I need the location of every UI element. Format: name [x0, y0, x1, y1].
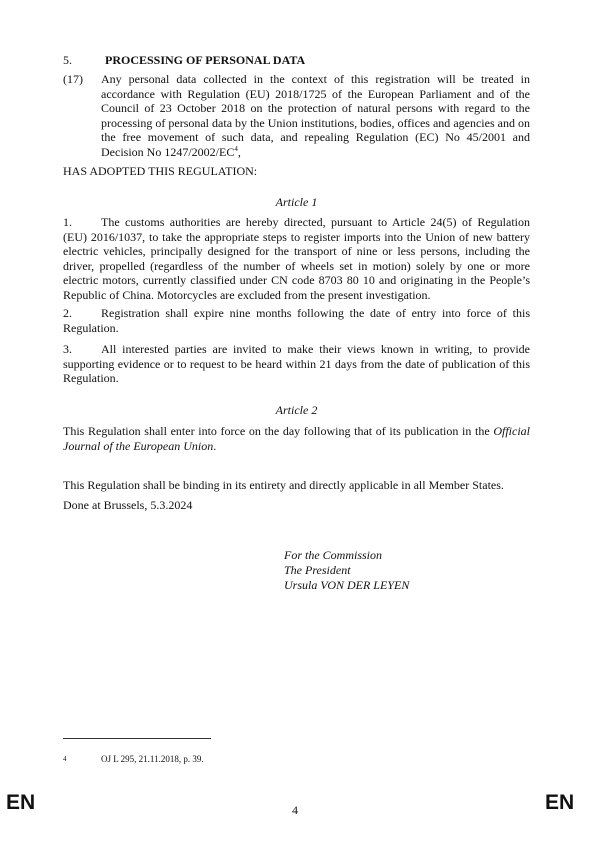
paragraph-text: The customs authorities are hereby directed, pursuant to Article 24(5) of Regulation (EU) 2016/1037, to take the appropriate steps to register imports into the Union of new battery electric vehicles, principally designed for the transport of nine or less persons, including the driver, propelled (regardless of the number of wheels set in motion) solely by one or more electric motors, currently classified under CN code 8703 80 10 and originating in the People’s Republic of China. Motorcycles are excluded from the present investigation. — [63, 215, 530, 302]
page-number: 4 — [292, 803, 298, 817]
article-2-text-before: This Regulation shall enter into force on the day following that of its publication in the — [63, 424, 494, 438]
footnote-reference: 4 — [234, 144, 238, 153]
language-code-left: EN — [6, 791, 36, 814]
language-code-right: EN — [545, 791, 575, 814]
official-journal-title: Official Journal of the European Union — [63, 424, 530, 453]
footnote-divider — [63, 738, 211, 739]
article-1-title: Article 1 — [275, 195, 318, 209]
done-at: Done at Brussels, 5.3.2024 — [63, 498, 193, 512]
signature-line-2: The President — [284, 563, 351, 577]
recital-body: Any personal data collected in the context of this registration will be treated in accordance with Regulation (EU) 2018/1725 of the European Parliament and of the Council of 23 October 2018 on the protection of natural persons with regard to the processing of personal data by the Union institutions, bodies, offices and agencies and on the free movement of such data, and repealing Regulation (EC) No 45/2001 and Decision No 1247/2002/EC — [101, 72, 530, 159]
paragraph-text: Registration shall expire nine months following the date of entry into force of this Regulation. — [63, 306, 530, 335]
paragraph-number: 3. — [63, 342, 72, 356]
signature-line-3: Ursula VON DER LEYEN — [284, 578, 410, 592]
article-1-paragraph-2 — [63, 306, 530, 335]
signature-line-1: For the Commission — [284, 548, 383, 562]
article-2-title: Article 2 — [275, 403, 318, 417]
section-number: 5. — [63, 53, 72, 67]
recital-number: (17) — [63, 72, 83, 86]
article-1-paragraph-1 — [63, 215, 530, 303]
recital-text — [101, 72, 530, 160]
article-2-text-after: . — [213, 438, 217, 453]
section-title: PROCESSING OF PERSONAL DATA — [105, 53, 306, 67]
article-2-text — [63, 424, 530, 453]
binding-statement: This Regulation shall be binding in its entirety and directly applicable in all Member States. — [63, 478, 504, 492]
article-1-paragraph-3 — [63, 342, 530, 386]
paragraph-number: 1. — [63, 215, 72, 229]
footnote-number: 4 — [63, 755, 67, 763]
recital-trailing: , — [237, 144, 241, 159]
footnote-text: OJ L 295, 21.11.2018, p. 39. — [101, 754, 204, 764]
paragraph-number: 2. — [63, 306, 72, 320]
paragraph-text: All interested parties are invited to make their views known in writing, to provide supporting evidence or to request to be heard within 21 days from the date of publication of this Regulation. — [63, 342, 530, 386]
adopted-statement: HAS ADOPTED THIS REGULATION: — [63, 164, 258, 178]
